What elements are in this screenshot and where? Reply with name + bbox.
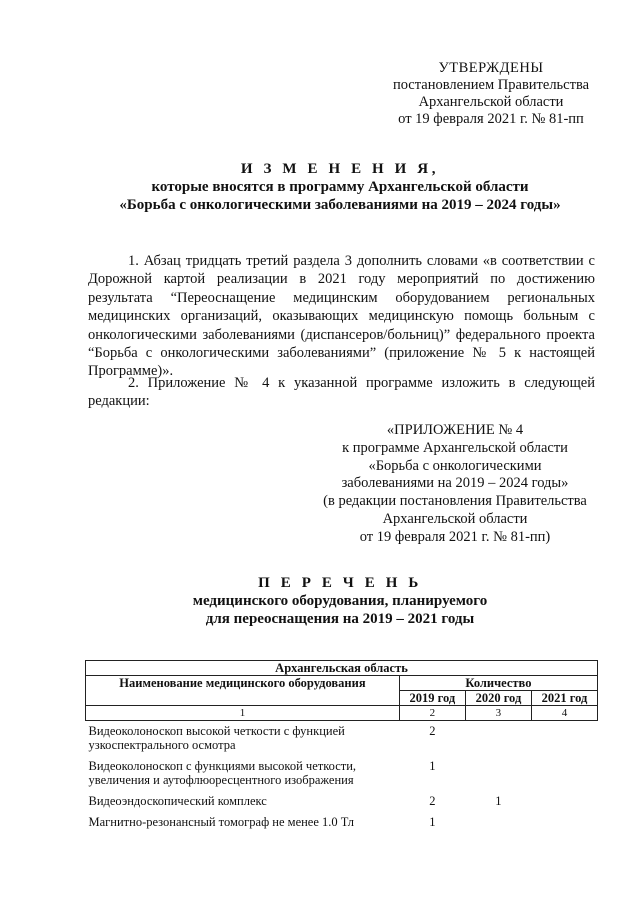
qty-2021 xyxy=(531,812,597,833)
table-header-year: 2021 год xyxy=(531,691,597,706)
title-heading: И З М Е Н Е Н И Я, xyxy=(240,161,440,177)
qty-2019: 2 xyxy=(429,724,436,738)
list-heading: П Е Р Е Ч Е Н Ь xyxy=(258,575,422,591)
qty-2021 xyxy=(531,756,597,791)
table-region-header: Архангельская область xyxy=(86,661,598,676)
qty-2021 xyxy=(531,791,597,812)
approval-line: постановлением Правительства xyxy=(392,77,590,93)
qty-2019: 1 xyxy=(429,815,436,829)
title-line: «Борьба с онкологическими заболеваниями на 2019 – 2024 годы» xyxy=(119,197,561,213)
title-line: которые вносятся в программу Архангельской области xyxy=(151,179,529,195)
table-header-quantity: Количество xyxy=(399,676,597,691)
approval-block xyxy=(385,60,597,128)
qty-2020 xyxy=(465,812,531,833)
annex-line: от 19 февраля 2021 г. № 81-пп) xyxy=(359,528,551,545)
table-header-name: Наименование медицинского оборудования xyxy=(86,676,400,706)
equipment-name: Видеоколоноскоп с функциями высокой четкости, увеличения и аутофлюоресцентного изображения xyxy=(88,759,357,787)
table-header-year: 2020 год xyxy=(465,691,531,706)
list-title xyxy=(60,574,620,628)
approval-line: Архангельской области xyxy=(418,94,564,110)
annex-line: заболеваниями на 2019 – 2024 годы» xyxy=(341,475,569,492)
document-title xyxy=(60,160,620,214)
equipment-name: Видеоэндоскопический комплекс xyxy=(88,794,267,808)
table-row xyxy=(86,721,598,757)
list-title-line: медицинского оборудования, планируемого xyxy=(192,593,488,609)
table-row xyxy=(86,756,598,791)
table-header-year: 2019 год xyxy=(399,691,465,706)
annex-title: «ПРИЛОЖЕНИЕ № 4 xyxy=(386,422,524,438)
equipment-table xyxy=(85,660,598,833)
approval-date: от 19 февраля 2021 г. № 81-пп xyxy=(398,111,584,127)
list-title-line: для переоснащения на 2019 – 2021 годы xyxy=(205,611,475,627)
qty-2019: 2 xyxy=(429,794,436,808)
equipment-name: Видеоколоноскоп высокой четкости с функцией узкоспектрального осмотра xyxy=(88,724,345,752)
qty-2019: 1 xyxy=(429,759,436,773)
annex-block xyxy=(310,422,600,547)
qty-2021 xyxy=(531,721,597,757)
qty-2020 xyxy=(465,721,531,757)
annex-line: к программе Архангельской области xyxy=(342,439,568,456)
table-col-number: 1 xyxy=(86,706,400,721)
table-col-number: 2 xyxy=(399,706,465,721)
qty-2020 xyxy=(465,756,531,791)
annex-line: (в редакции постановления Правительства xyxy=(323,493,587,510)
table-col-number: 3 xyxy=(465,706,531,721)
approval-title: УТВЕРЖДЕНЫ xyxy=(438,60,544,76)
paragraph-2: 2. Приложение № 4 к указанной программе изложить в следующей редакции: xyxy=(88,375,595,410)
qty-2020: 1 xyxy=(495,794,502,808)
table-row xyxy=(86,812,598,833)
table-col-number: 4 xyxy=(531,706,597,721)
annex-line: «Борьба с онкологическими xyxy=(368,457,542,474)
table-row xyxy=(86,791,598,812)
equipment-name: Магнитно-резонансный томограф не менее 1.0 Тл xyxy=(88,815,355,829)
annex-line: Архангельской области xyxy=(382,510,528,527)
paragraph-1: 1. Абзац тридцать третий раздела 3 дополнить словами «в соответствии с Дорожной картой реализации в 2021 году мероприятий по достижению результата “Переоснащение медицинским оборудованием региональных медицинских организаций, оказывающих медицинскую помощь больным с онкологическими заболеваниями (диспансеров/больниц)” федерального проекта “Борьба с онкологическими заболеваниями” (приложение № 5 к настоящей Программе)». xyxy=(88,253,595,380)
